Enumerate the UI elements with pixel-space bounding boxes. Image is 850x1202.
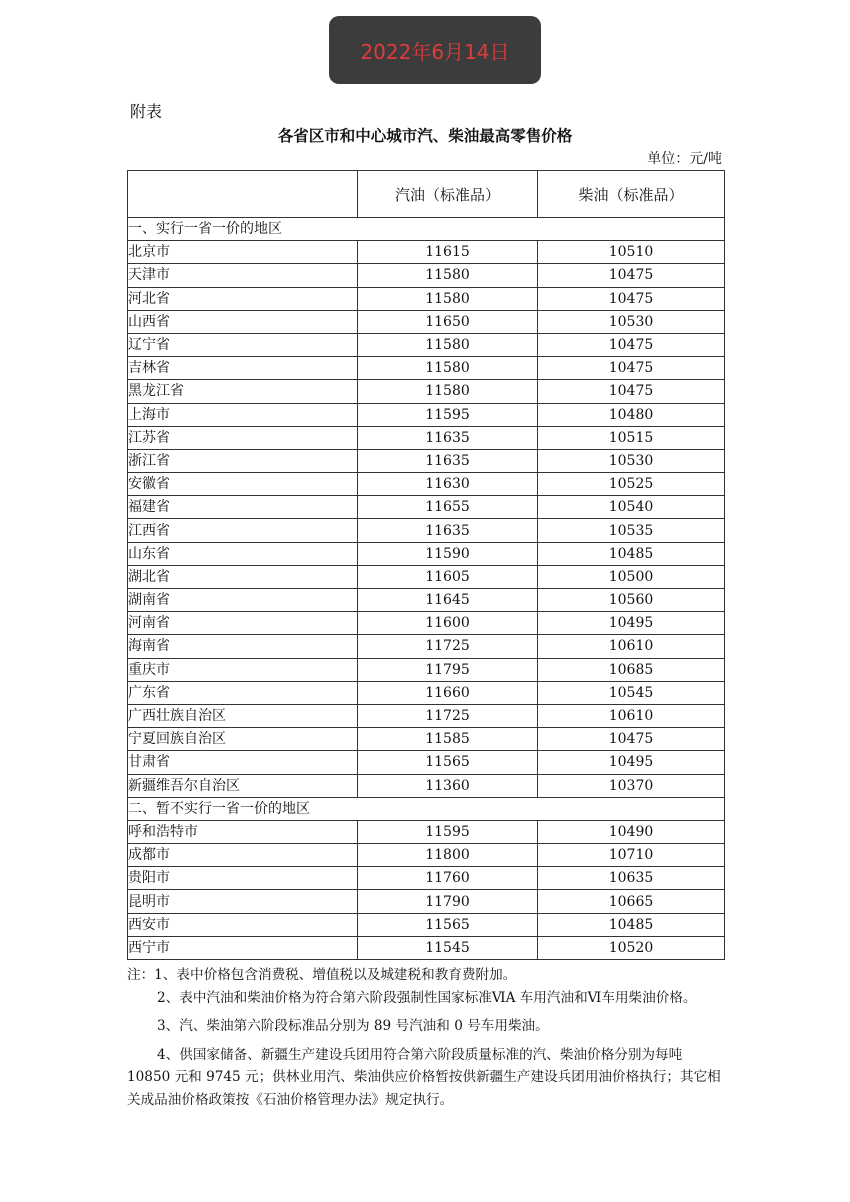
gasoline-price: 11545	[358, 936, 538, 959]
diesel-price: 10495	[538, 612, 725, 635]
gasoline-price: 11595	[358, 820, 538, 843]
document-title: 各省区市和中心城市汽、柴油最高零售价格	[277, 127, 573, 145]
diesel-price: 10530	[538, 449, 725, 472]
table-row	[128, 913, 725, 936]
region-name: 福建省	[128, 496, 358, 519]
region-name: 辽宁省	[128, 333, 358, 356]
section-row	[128, 218, 725, 241]
diesel-price: 10525	[538, 473, 725, 496]
gasoline-price: 11725	[358, 635, 538, 658]
gasoline-price: 11645	[358, 589, 538, 612]
note-3: 3、汽、柴油第六阶段标准品分别为 89 号汽油和 0 号车用柴油。	[157, 1018, 549, 1034]
region-name: 山西省	[128, 310, 358, 333]
region-name: 黑龙江省	[128, 380, 358, 403]
gasoline-price: 11580	[358, 357, 538, 380]
diesel-price: 10495	[538, 751, 725, 774]
diesel-price: 10540	[538, 496, 725, 519]
gasoline-price: 11635	[358, 519, 538, 542]
table-row	[128, 357, 725, 380]
table-row	[128, 589, 725, 612]
gasoline-price: 11360	[358, 774, 538, 797]
gasoline-price: 11580	[358, 333, 538, 356]
table-body	[128, 218, 725, 960]
table-row	[128, 728, 725, 751]
diesel-price: 10520	[538, 936, 725, 959]
diesel-price: 10610	[538, 635, 725, 658]
region-name: 海南省	[128, 635, 358, 658]
diesel-price: 10665	[538, 890, 725, 913]
table-row	[128, 844, 725, 867]
table-row	[128, 264, 725, 287]
region-name: 昆明市	[128, 890, 358, 913]
diesel-header: 柴油（标准品）	[538, 171, 725, 218]
gasoline-price: 11615	[358, 241, 538, 264]
diesel-price: 10475	[538, 287, 725, 310]
table-row	[128, 704, 725, 727]
gasoline-price: 11635	[358, 426, 538, 449]
region-name: 江西省	[128, 519, 358, 542]
gasoline-price: 11790	[358, 890, 538, 913]
gasoline-price: 11650	[358, 310, 538, 333]
region-name: 北京市	[128, 241, 358, 264]
diesel-price: 10535	[538, 519, 725, 542]
region-name: 呼和浩特市	[128, 820, 358, 843]
gasoline-price: 11725	[358, 704, 538, 727]
date-badge: 2022年6月14日	[329, 16, 541, 84]
table-row	[128, 612, 725, 635]
appendix-label: 附表	[130, 102, 163, 121]
table-row	[128, 241, 725, 264]
diesel-price: 10490	[538, 820, 725, 843]
region-name: 西安市	[128, 913, 358, 936]
gasoline-price: 11655	[358, 496, 538, 519]
region-name: 天津市	[128, 264, 358, 287]
diesel-price: 10475	[538, 728, 725, 751]
section-heading: 二、暂不实行一省一价的地区	[128, 797, 725, 820]
price-table	[127, 170, 725, 960]
table-row	[128, 449, 725, 472]
gasoline-header: 汽油（标准品）	[358, 171, 538, 218]
diesel-price: 10475	[538, 333, 725, 356]
region-header	[128, 171, 358, 218]
gasoline-price: 11595	[358, 403, 538, 426]
gasoline-price: 11760	[358, 867, 538, 890]
diesel-price: 10545	[538, 681, 725, 704]
table-row	[128, 496, 725, 519]
region-name: 广西壮族自治区	[128, 704, 358, 727]
table-row	[128, 310, 725, 333]
table-row	[128, 867, 725, 890]
table-row	[128, 681, 725, 704]
diesel-price: 10510	[538, 241, 725, 264]
diesel-price: 10500	[538, 565, 725, 588]
table-row	[128, 635, 725, 658]
section-row	[128, 797, 725, 820]
region-name: 吉林省	[128, 357, 358, 380]
table-row	[128, 774, 725, 797]
gasoline-price: 11605	[358, 565, 538, 588]
gasoline-price: 11580	[358, 264, 538, 287]
region-name: 贵阳市	[128, 867, 358, 890]
table-row	[128, 287, 725, 310]
table-row	[128, 565, 725, 588]
diesel-price: 10685	[538, 658, 725, 681]
table-row	[128, 426, 725, 449]
region-name: 甘肃省	[128, 751, 358, 774]
gasoline-price: 11590	[358, 542, 538, 565]
region-name: 湖北省	[128, 565, 358, 588]
region-name: 河南省	[128, 612, 358, 635]
region-name: 浙江省	[128, 449, 358, 472]
diesel-price: 10530	[538, 310, 725, 333]
section-heading: 一、实行一省一价的地区	[128, 218, 725, 241]
note-2: 2、表中汽油和柴油价格为符合第六阶段强制性国家标准ⅥA 车用汽油和Ⅵ车用柴油价格。	[157, 989, 697, 1006]
gasoline-price: 11660	[358, 681, 538, 704]
diesel-price: 10485	[538, 542, 725, 565]
diesel-price: 10475	[538, 264, 725, 287]
region-name: 湖南省	[128, 589, 358, 612]
region-name: 江苏省	[128, 426, 358, 449]
gasoline-price: 11580	[358, 380, 538, 403]
table-row	[128, 542, 725, 565]
gasoline-price: 11580	[358, 287, 538, 310]
region-name: 安徽省	[128, 473, 358, 496]
gasoline-price: 11600	[358, 612, 538, 635]
unit-label: 单位：元/吨	[647, 151, 722, 167]
note-1: 注：1、表中价格包含消费税、增值税以及城建税和教育费附加。	[127, 967, 517, 983]
diesel-price: 10475	[538, 380, 725, 403]
diesel-price: 10485	[538, 913, 725, 936]
notes	[127, 964, 727, 1111]
region-name: 广东省	[128, 681, 358, 704]
diesel-price: 10610	[538, 704, 725, 727]
table-row	[128, 380, 725, 403]
gasoline-price: 11565	[358, 751, 538, 774]
table-row	[128, 936, 725, 959]
region-name: 成都市	[128, 844, 358, 867]
region-name: 重庆市	[128, 658, 358, 681]
region-name: 河北省	[128, 287, 358, 310]
gasoline-price: 11585	[358, 728, 538, 751]
gasoline-price: 11630	[358, 473, 538, 496]
diesel-price: 10480	[538, 403, 725, 426]
region-name: 宁夏回族自治区	[128, 728, 358, 751]
table-header-row	[128, 171, 725, 218]
gasoline-price: 11635	[358, 449, 538, 472]
region-name: 新疆维吾尔自治区	[128, 774, 358, 797]
diesel-price: 10710	[538, 844, 725, 867]
gasoline-price: 11565	[358, 913, 538, 936]
table-row	[128, 658, 725, 681]
region-name: 上海市	[128, 403, 358, 426]
gasoline-price: 11795	[358, 658, 538, 681]
gasoline-price: 11800	[358, 844, 538, 867]
diesel-price: 10560	[538, 589, 725, 612]
region-name: 西宁市	[128, 936, 358, 959]
table-row	[128, 890, 725, 913]
diesel-price: 10475	[538, 357, 725, 380]
table-row	[128, 751, 725, 774]
table-row	[128, 403, 725, 426]
diesel-price: 10515	[538, 426, 725, 449]
note-4: 4、供国家储备、新疆生产建设兵团用符合第六阶段质量标准的汽、柴油价格分别为每吨 10850 元和 9745 元；供林业用汽、柴油供应价格暂按供新疆生产建设兵团用油价格执行；其它相关成品油价格政策按《石油价格管理办法》规定执行。	[127, 1046, 721, 1108]
table-row	[128, 519, 725, 542]
diesel-price: 10370	[538, 774, 725, 797]
diesel-price: 10635	[538, 867, 725, 890]
table-row	[128, 820, 725, 843]
table-row	[128, 333, 725, 356]
table-row	[128, 473, 725, 496]
region-name: 山东省	[128, 542, 358, 565]
